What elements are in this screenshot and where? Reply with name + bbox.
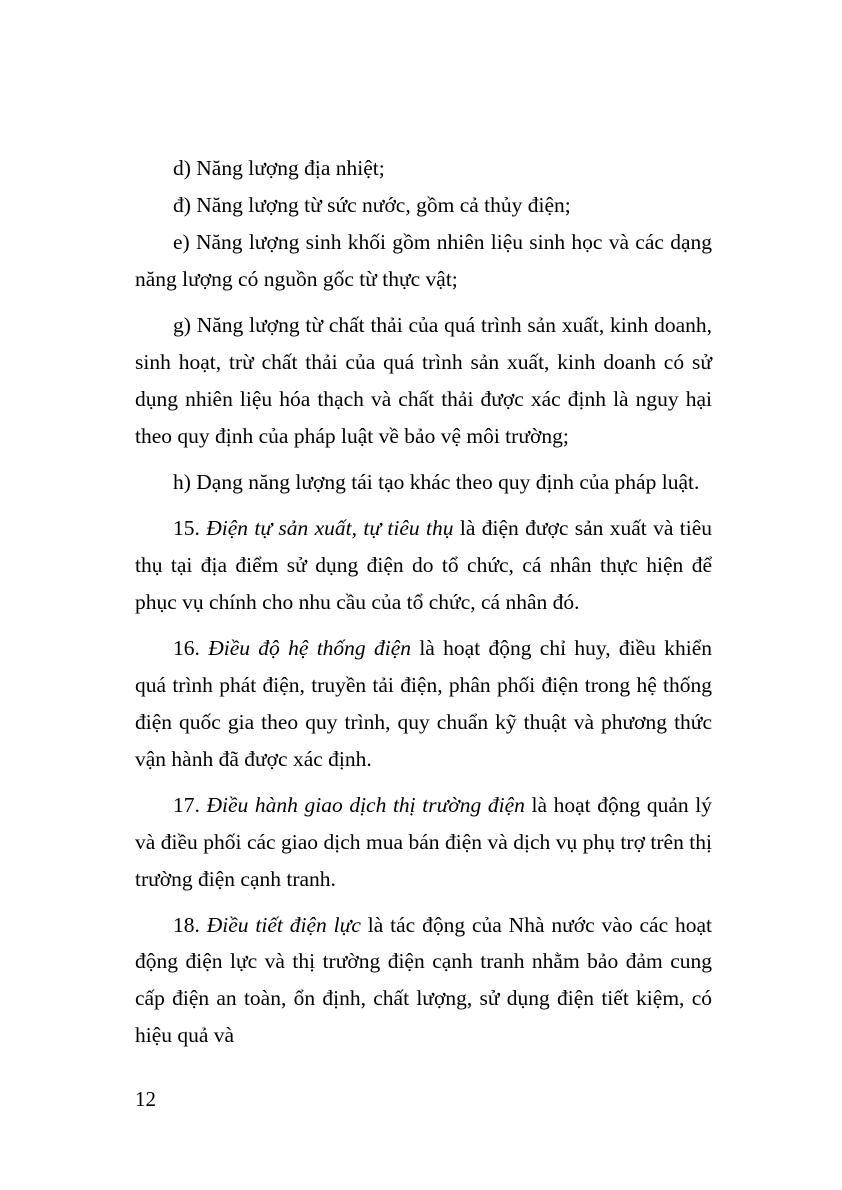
text-run: là tác động của Nhà nước vào các hoạt động điện lực và thị trường điện cạnh tranh nhằm bảo đảm cung cấp điện an toàn, ổn định, chất lượng, sử dụng điện tiết kiệm, có hiệu quả và <box>135 912 712 1048</box>
text-run: 15. <box>173 515 207 540</box>
text-run: đ) Năng lượng từ sức nước, gồm cả thủy điện; <box>173 192 571 217</box>
paragraph-item-h <box>135 464 712 501</box>
defined-term: Điều tiết điện lực <box>206 912 361 937</box>
text-run: e) Năng lượng sinh khối gồm nhiên liệu sinh học và các dạng năng lượng có nguồn gốc từ thực vật; <box>135 229 712 291</box>
paragraph-item-dd <box>135 187 712 224</box>
defined-term: Điều độ hệ thống điện <box>208 635 412 660</box>
defined-term: Điện tự sản xuất, tự tiêu thụ <box>206 515 454 540</box>
text-run: 18. <box>173 912 207 937</box>
text-run: 17. <box>173 792 207 817</box>
page-number: 12 <box>135 1087 156 1111</box>
paragraph-item-e <box>135 224 712 298</box>
paragraph-clause-16 <box>135 630 712 778</box>
text-run: 16. <box>173 635 209 660</box>
paragraph-clause-18 <box>135 907 712 1055</box>
paragraph-item-g <box>135 307 712 455</box>
text-run: g) Năng lượng từ chất thải của quá trình sản xuất, kinh doanh, sinh hoạt, trừ chất thải của quá trình sản xuất, kinh doanh có sử dụng nhiên liệu hóa thạch và chất thải được xác định là nguy hại theo quy định của pháp luật về bảo vệ môi trường; <box>135 312 712 448</box>
paragraph-clause-17 <box>135 787 712 898</box>
text-run: là hoạt động quản lý và điều phối các giao dịch mua bán điện và dịch vụ phụ trợ trên thị trường điện cạnh tranh. <box>135 792 712 891</box>
paragraph-item-d <box>135 150 712 187</box>
text-run: d) Năng lượng địa nhiệt; <box>173 156 385 180</box>
text-run: h) Dạng năng lượng tái tạo khác theo quy định của pháp luật. <box>173 469 700 494</box>
page-body-text <box>135 150 712 1054</box>
text-run: là hoạt động chỉ huy, điều khiển quá trình phát điện, truyền tải điện, phân phối điện trong hệ thống điện quốc gia theo quy trình, quy chuẩn kỹ thuật và phương thức vận hành đã được xác định. <box>135 635 713 771</box>
defined-term: Điều hành giao dịch thị trường điện <box>206 792 525 817</box>
text-run: là điện được sản xuất và tiêu thụ tại địa điểm sử dụng điện do tổ chức, cá nhân thực hiện để phục vụ chính cho nhu cầu của tổ chức, cá nhân đó. <box>135 515 713 614</box>
paragraph-clause-15 <box>135 510 712 621</box>
